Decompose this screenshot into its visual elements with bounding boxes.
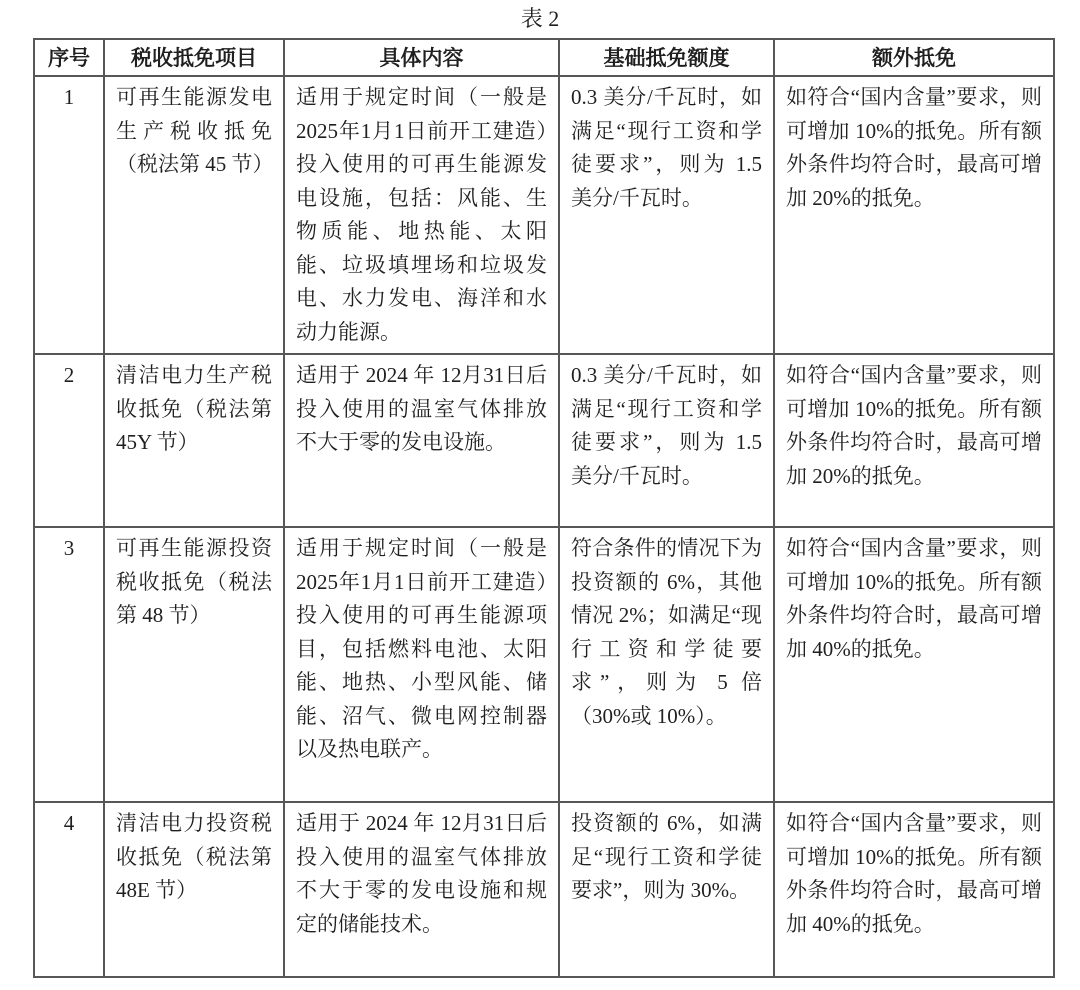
header-extra: 额外抵免 <box>774 39 1054 76</box>
cell-base: 符合条件的情况下为投资额的 6%，其他情况 2%；如满足“现行工资和学徒要求”，则为 5 倍（30%或 10%）。 <box>559 527 774 802</box>
cell-base: 投资额的 6%，如满足“现行工资和学徒要求”，则为 30%。 <box>559 802 774 977</box>
cell-item: 可再生能源发电生产税收抵免（税法第 45 节） <box>104 76 284 354</box>
table-caption: 表 2 <box>520 6 560 31</box>
cell-item: 清洁电力生产税收抵免（税法第45Y 节） <box>104 354 284 527</box>
cell-base: 0.3 美分/千瓦时，如满足“现行工资和学徒要求”，则为 1.5 美分/千瓦时。 <box>559 76 774 354</box>
header-base: 基础抵免额度 <box>559 39 774 76</box>
cell-no: 3 <box>34 527 104 802</box>
cell-base: 0.3 美分/千瓦时，如满足“现行工资和学徒要求”，则为 1.5 美分/千瓦时。 <box>559 354 774 527</box>
cell-extra: 如符合“国内含量”要求，则可增加 10%的抵免。所有额外条件均符合时，最高可增加 20%的抵免。 <box>774 76 1054 354</box>
cell-extra: 如符合“国内含量”要求，则可增加 10%的抵免。所有额外条件均符合时，最高可增加 40%的抵免。 <box>774 527 1054 802</box>
table-row <box>34 354 1054 527</box>
header-item: 税收抵免项目 <box>104 39 284 76</box>
table-row <box>34 76 1054 354</box>
cell-content: 适用于 2024 年 12月31日后投入使用的温室气体排放不大于零的发电设施和规定的储能技术。 <box>284 802 559 977</box>
cell-no: 1 <box>34 76 104 354</box>
cell-no: 4 <box>34 802 104 977</box>
cell-content: 适用于规定时间（一般是2025年1月1日前开工建造）投入使用的可再生能源项目，包括燃料电池、太阳能、地热、小型风能、储能、沼气、微电网控制器以及热电联产。 <box>284 527 559 802</box>
cell-content: 适用于 2024 年 12月31日后投入使用的温室气体排放不大于零的发电设施。 <box>284 354 559 527</box>
table-row <box>34 527 1054 802</box>
cell-no: 2 <box>34 354 104 527</box>
header-content: 具体内容 <box>284 39 559 76</box>
cell-item: 可再生能源投资税收抵免（税法第 48 节） <box>104 527 284 802</box>
cell-extra: 如符合“国内含量”要求，则可增加 10%的抵免。所有额外条件均符合时，最高可增加 40%的抵免。 <box>774 802 1054 977</box>
header-row <box>34 39 1054 76</box>
cell-item: 清洁电力投资税收抵免（税法第48E 节） <box>104 802 284 977</box>
cell-extra: 如符合“国内含量”要求，则可增加 10%的抵免。所有额外条件均符合时，最高可增加 20%的抵免。 <box>774 354 1054 527</box>
header-no: 序号 <box>34 39 104 76</box>
tax-credit-table <box>33 38 1055 978</box>
cell-content: 适用于规定时间（一般是2025年1月1日前开工建造）投入使用的可再生能源发电设施，包括：风能、生物质能、地热能、太阳能、垃圾填埋场和垃圾发电、水力发电、海洋和水动力能源。 <box>284 76 559 354</box>
table-row <box>34 802 1054 977</box>
